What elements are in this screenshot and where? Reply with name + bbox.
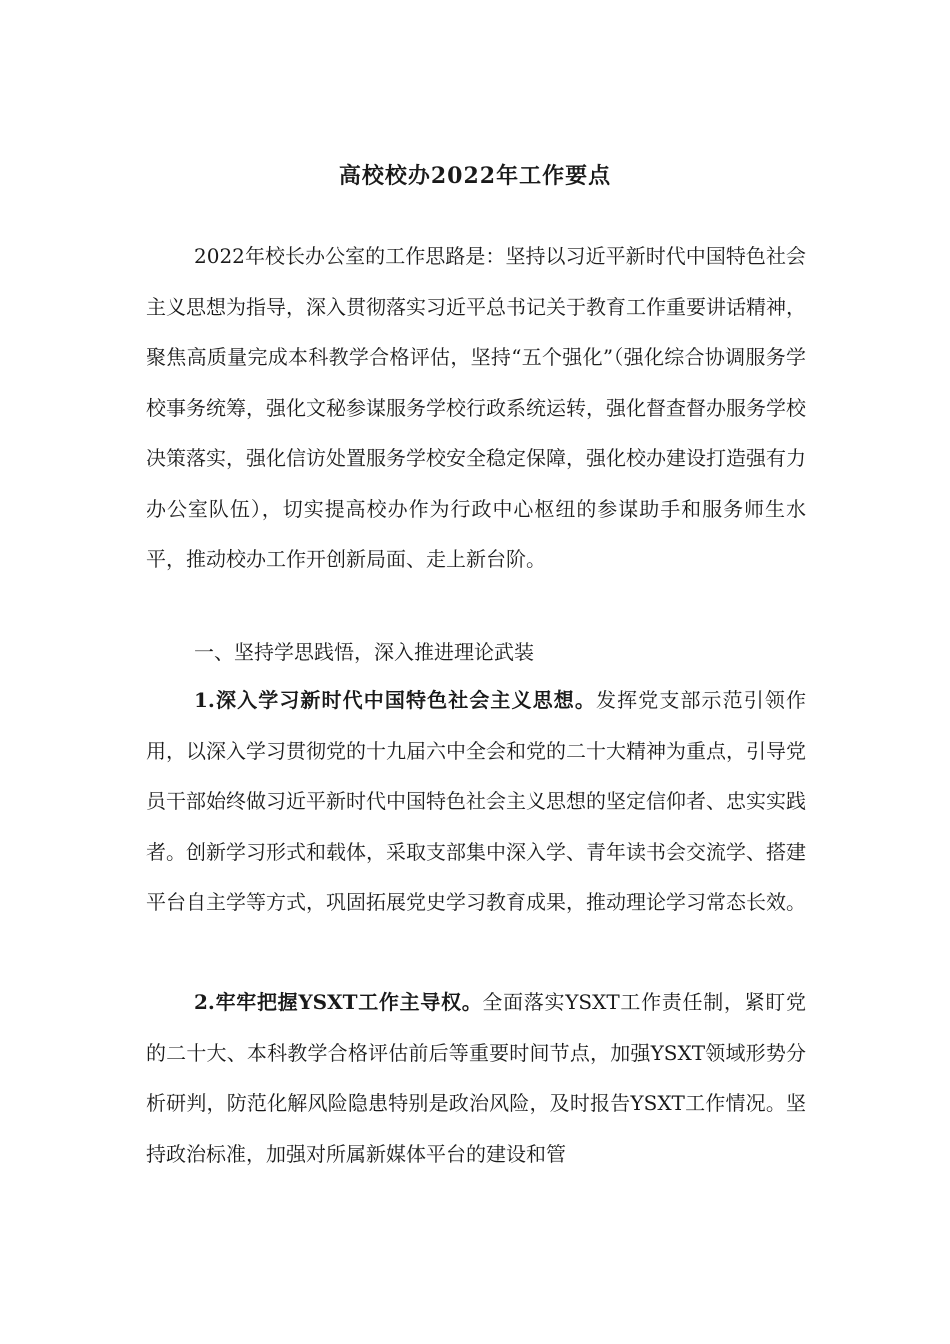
item-1-text: 发挥党支部示范引领作用，以深入学习贯彻党的十九届六中全会和党的二十大精神为重点，引导党员干部始终做习近平新时代中国特色社会主义思想的坚定信仰者、忠实实践者。创新学习形式和载体，采取支部集中深入学、青年读书会交流学、搭建平台自主学等方式，巩固拓展党史学习教育成果，推动理论学习常态长效。: [146, 688, 806, 914]
intro-paragraph: 2022年校长办公室的工作思路是：坚持以习近平新时代中国特色社会主义思想为指导，深入贯彻落实习近平总书记关于教育工作重要讲话精神，聚焦高质量完成本科教学合格评估，坚持“五个强化”（强化综合协调服务学校事务统筹，强化文秘参谋服务学校行政系统运转，强化督查督办服务学校决策落实，强化信访处置服务学校安全稳定保障，强化校办建设打造强有力办公室队伍），切实提高校办作为行政中心枢纽的参谋助手和服务师生水平，推动校办工作开创新局面、走上新台阶。: [146, 244, 806, 571]
section-heading: 一、坚持学思践悟，深入推进理论武装: [194, 640, 534, 664]
item-2-lead: 2.牢牢把握YSXT工作主导权。: [194, 990, 483, 1014]
document-title: 高校校办2022年工作要点: [338, 163, 612, 189]
item-2-text: 全面落实YSXT工作责任制，紧盯党的二十大、本科教学合格评估前后等重要时间节点，加强YSXT领域形势分析研判，防范化解风险隐患特别是政治风险，及时报告YSXT工作情况。坚持政治标准，加强对所属新媒体平台的建设和管: [146, 990, 807, 1166]
item-2-paragraph: [146, 977, 806, 1179]
item-1-paragraph: [146, 675, 806, 928]
item-1-lead: 1.深入学习新时代中国特色社会主义思想。: [194, 688, 596, 712]
